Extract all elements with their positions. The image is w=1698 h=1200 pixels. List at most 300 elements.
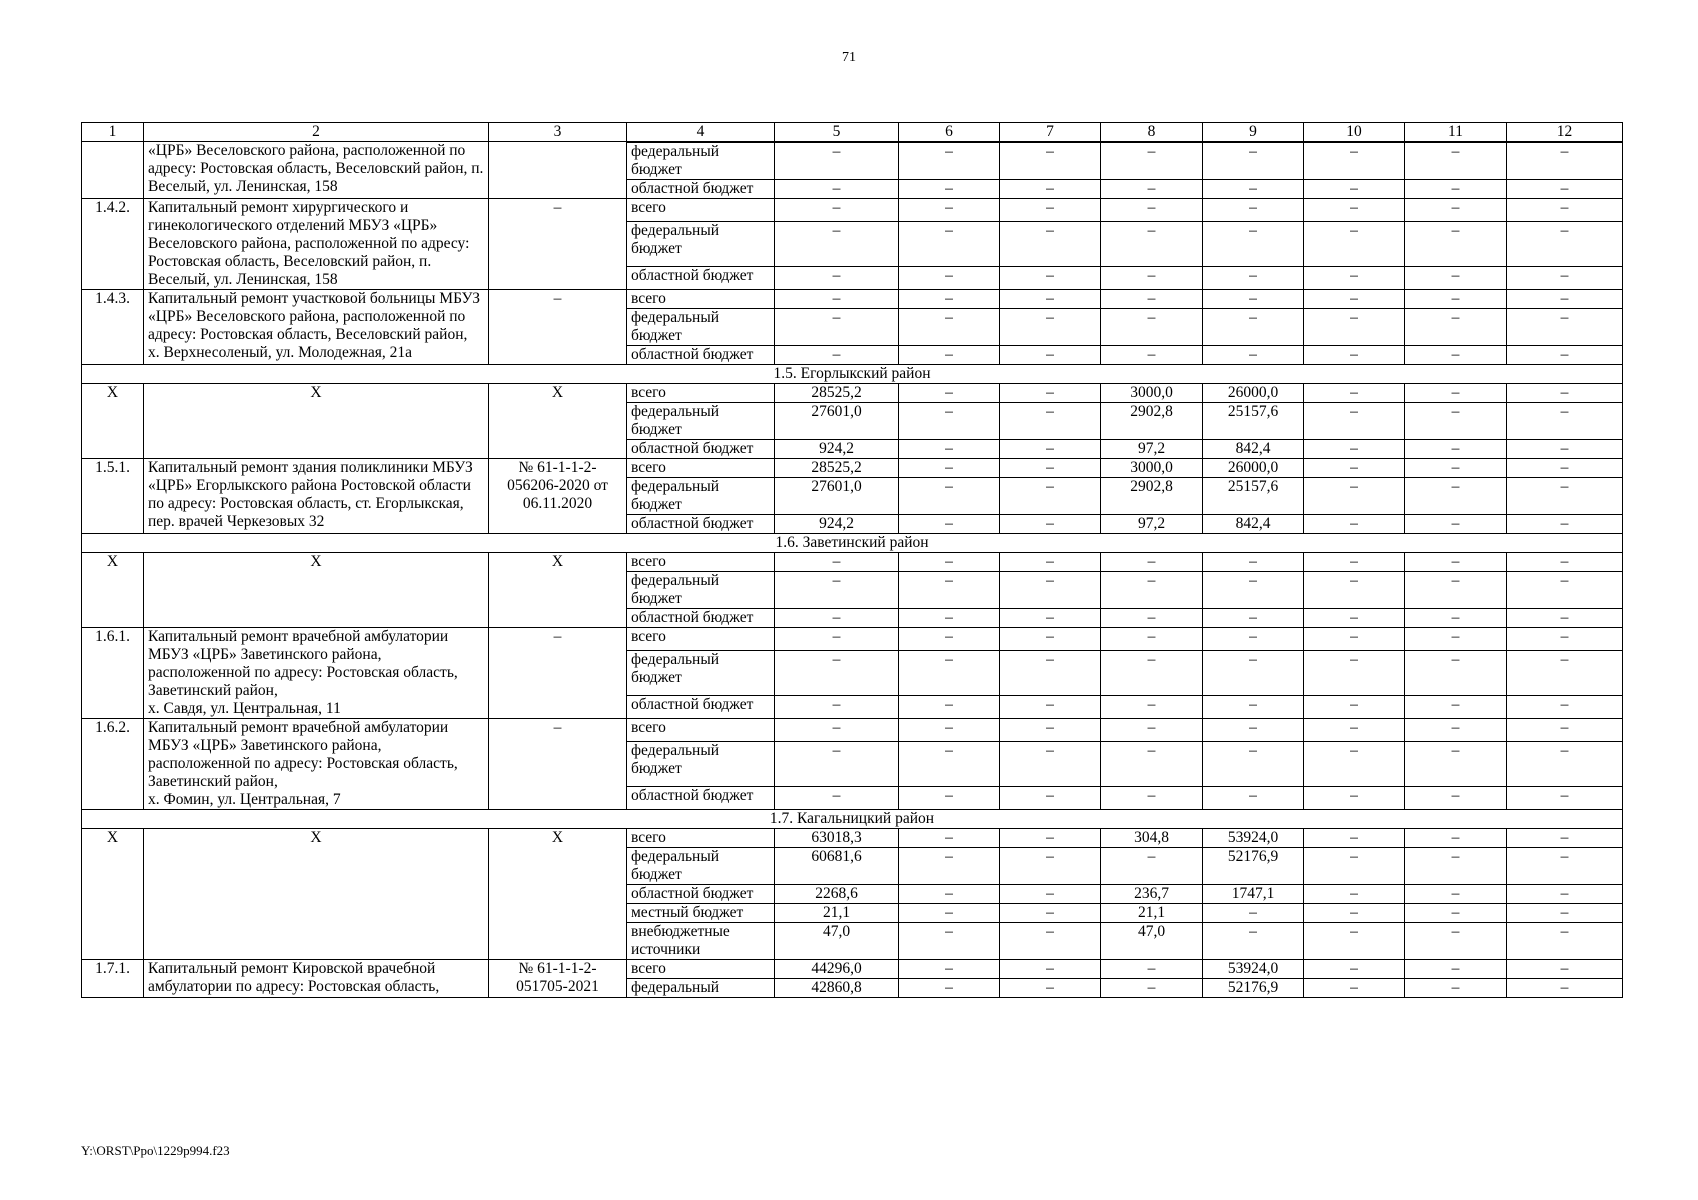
amount-cell: – <box>1101 199 1203 222</box>
amount-cell: – <box>1405 848 1507 885</box>
amount-cell: – <box>1000 180 1101 199</box>
amount-cell: – <box>1000 222 1101 267</box>
amount-cell: – <box>1203 572 1304 609</box>
table-row <box>82 829 1623 848</box>
amount-cell: – <box>1507 628 1623 651</box>
amount-cell: 63018,3 <box>775 829 899 848</box>
amount-cell: – <box>775 553 899 572</box>
funding-source: всего <box>627 384 775 403</box>
amount-cell: – <box>1304 848 1405 885</box>
table-row <box>82 628 1623 651</box>
amount-cell: 21,1 <box>775 904 899 923</box>
amount-cell: – <box>1101 609 1203 628</box>
amount-cell: – <box>1507 384 1623 403</box>
amount-cell: – <box>1507 885 1623 904</box>
funding-source: федеральный бюджет <box>627 651 775 696</box>
amount-cell: – <box>1507 572 1623 609</box>
item-number: 1.7.1. <box>82 960 144 998</box>
amount-cell: – <box>1405 180 1507 199</box>
item-description: Капитальный ремонт участковой больницы МБУЗ «ЦРБ» Веселовского района, расположенной по адресу: Ростовская область, Веселовский район, х. Верхнесоленый, ул. Молодежная, 21а <box>144 290 489 365</box>
document-number: Х <box>489 384 627 459</box>
item-description: Х <box>144 829 489 960</box>
amount-cell: – <box>899 609 1000 628</box>
amount-cell: – <box>1405 572 1507 609</box>
amount-cell: – <box>1507 290 1623 309</box>
funding-source: федеральный бюджет <box>627 848 775 885</box>
funding-source: областной бюджет <box>627 609 775 628</box>
amount-cell: – <box>775 786 899 809</box>
amount-cell: – <box>1405 885 1507 904</box>
amount-cell: – <box>1203 346 1304 365</box>
table-row <box>82 199 1623 222</box>
amount-cell: – <box>1101 960 1203 979</box>
funding-source: федеральный бюджет <box>627 478 775 515</box>
amount-cell: – <box>1101 572 1203 609</box>
amount-cell: – <box>1304 290 1405 309</box>
amount-cell: – <box>1304 719 1405 742</box>
funding-source: всего <box>627 199 775 222</box>
amount-cell: – <box>1507 309 1623 346</box>
amount-cell: – <box>1507 960 1623 979</box>
funding-source: всего <box>627 290 775 309</box>
column-number: 11 <box>1405 123 1507 142</box>
amount-cell: – <box>1203 290 1304 309</box>
amount-cell: – <box>1304 628 1405 651</box>
amount-cell: – <box>899 829 1000 848</box>
item-description: Капитальный ремонт здания поликлиники МБУЗ «ЦРБ» Егорлыкского района Ростовской области по адресу: Ростовская область, ст. Егорлыкская, пер. врачей Черкезовых 32 <box>144 459 489 534</box>
item-description: Х <box>144 553 489 628</box>
amount-cell: 304,8 <box>1101 829 1203 848</box>
amount-cell: – <box>775 290 899 309</box>
column-number: 6 <box>899 123 1000 142</box>
table-row <box>82 384 1623 403</box>
section-title: 1.6. Заветинский район <box>82 534 1623 553</box>
amount-cell: – <box>899 309 1000 346</box>
amount-cell: – <box>1507 515 1623 534</box>
funding-source: всего <box>627 960 775 979</box>
amount-cell: – <box>1101 346 1203 365</box>
amount-cell: – <box>1507 459 1623 478</box>
amount-cell: – <box>1101 290 1203 309</box>
amount-cell: 2902,8 <box>1101 403 1203 440</box>
amount-cell: – <box>1101 786 1203 809</box>
item-description: Капитальный ремонт хирургического и гинекологического отделений МБУЗ «ЦРБ» Веселовского района, расположенной по адресу: Ростовская область, Веселовский район, п. Веселый, ул. Ленинская, 158 <box>144 199 489 290</box>
funding-source: всего <box>627 719 775 742</box>
amount-cell: – <box>1507 440 1623 459</box>
amount-cell: – <box>899 572 1000 609</box>
item-description: Капитальный ремонт Кировской врачебной амбулатории по адресу: Ростовская область, <box>144 960 489 998</box>
amount-cell: 236,7 <box>1101 885 1203 904</box>
funding-source: всего <box>627 628 775 651</box>
amount-cell: – <box>1000 143 1101 180</box>
amount-cell: 97,2 <box>1101 440 1203 459</box>
amount-cell: – <box>1000 440 1101 459</box>
table-row <box>82 553 1623 572</box>
funding-source: областной бюджет <box>627 695 775 718</box>
amount-cell: – <box>1203 923 1304 960</box>
amount-cell: – <box>1000 572 1101 609</box>
amount-cell: – <box>775 651 899 696</box>
document-number: – <box>489 719 627 810</box>
amount-cell: – <box>1203 553 1304 572</box>
amount-cell: 42860,8 <box>775 979 899 998</box>
amount-cell: – <box>1101 222 1203 267</box>
item-number: Х <box>82 553 144 628</box>
amount-cell: – <box>1304 459 1405 478</box>
column-number: 3 <box>489 123 627 142</box>
amount-cell: – <box>1507 180 1623 199</box>
amount-cell: – <box>1101 719 1203 742</box>
item-number: 1.5.1. <box>82 459 144 534</box>
amount-cell: – <box>1507 904 1623 923</box>
amount-cell: – <box>1405 515 1507 534</box>
funding-source: местный бюджет <box>627 904 775 923</box>
amount-cell: – <box>1507 742 1623 787</box>
amount-cell: – <box>1203 609 1304 628</box>
amount-cell: 924,2 <box>775 515 899 534</box>
amount-cell: – <box>899 290 1000 309</box>
amount-cell: – <box>1101 309 1203 346</box>
amount-cell: – <box>775 266 899 289</box>
amount-cell: – <box>1000 266 1101 289</box>
amount-cell: – <box>1405 143 1507 180</box>
amount-cell: – <box>1203 180 1304 199</box>
amount-cell: – <box>1203 222 1304 267</box>
amount-cell: 44296,0 <box>775 960 899 979</box>
amount-cell: – <box>1507 719 1623 742</box>
item-number <box>82 142 144 199</box>
amount-cell: – <box>899 628 1000 651</box>
amount-cell: 28525,2 <box>775 459 899 478</box>
amount-cell: – <box>775 199 899 222</box>
amount-cell: – <box>899 180 1000 199</box>
amount-cell: – <box>1405 786 1507 809</box>
amount-cell: – <box>1203 695 1304 718</box>
amount-cell: – <box>899 923 1000 960</box>
amount-cell: – <box>1304 923 1405 960</box>
amount-cell: – <box>1203 651 1304 696</box>
amount-cell: – <box>775 143 899 180</box>
amount-cell: – <box>1405 609 1507 628</box>
amount-cell: 52176,9 <box>1203 979 1304 998</box>
funding-source: областной бюджет <box>627 885 775 904</box>
section-row <box>82 365 1623 384</box>
amount-cell: – <box>1507 695 1623 718</box>
amount-cell: 60681,6 <box>775 848 899 885</box>
amount-cell: – <box>1405 403 1507 440</box>
item-description: Капитальный ремонт врачебной амбулатории МБУЗ «ЦРБ» Заветинского района, расположенной по адресу: Ростовская область, Заветинский район, х. Фомин, ул. Центральная, 7 <box>144 719 489 810</box>
amount-cell: 52176,9 <box>1203 848 1304 885</box>
funding-source: областной бюджет <box>627 346 775 365</box>
funding-source: областной бюджет <box>627 786 775 809</box>
amount-cell: – <box>899 403 1000 440</box>
amount-cell: – <box>1101 180 1203 199</box>
amount-cell: – <box>1000 609 1101 628</box>
amount-cell: – <box>1304 478 1405 515</box>
column-number: 7 <box>1000 123 1101 142</box>
amount-cell: 2268,6 <box>775 885 899 904</box>
amount-cell: – <box>775 628 899 651</box>
amount-cell: – <box>1304 515 1405 534</box>
amount-cell: – <box>1000 651 1101 696</box>
amount-cell: – <box>1000 478 1101 515</box>
amount-cell: – <box>1405 742 1507 787</box>
column-number: 4 <box>627 123 775 142</box>
amount-cell: – <box>1000 904 1101 923</box>
budget-table <box>81 122 1623 998</box>
amount-cell: – <box>1405 904 1507 923</box>
amount-cell: – <box>1507 478 1623 515</box>
amount-cell: – <box>1304 609 1405 628</box>
amount-cell: – <box>1203 143 1304 180</box>
amount-cell: – <box>1507 553 1623 572</box>
amount-cell: – <box>899 143 1000 180</box>
document-number: № 61-1-1-2-056206-2020 от 06.11.2020 <box>489 459 627 534</box>
amount-cell: – <box>1304 742 1405 787</box>
column-number-row <box>82 123 1623 142</box>
document-number: – <box>489 290 627 365</box>
amount-cell: – <box>899 651 1000 696</box>
amount-cell: – <box>1507 786 1623 809</box>
amount-cell: – <box>1405 459 1507 478</box>
amount-cell: – <box>1507 829 1623 848</box>
amount-cell: – <box>1304 695 1405 718</box>
amount-cell: – <box>1405 719 1507 742</box>
amount-cell: – <box>1405 222 1507 267</box>
amount-cell: – <box>1000 885 1101 904</box>
amount-cell: – <box>1304 960 1405 979</box>
item-description: Х <box>144 384 489 459</box>
document-number: – <box>489 199 627 290</box>
table-row <box>82 459 1623 478</box>
amount-cell: – <box>899 346 1000 365</box>
amount-cell: – <box>1101 266 1203 289</box>
funding-source: федеральный бюджет <box>627 572 775 609</box>
amount-cell: – <box>1203 904 1304 923</box>
amount-cell: 28525,2 <box>775 384 899 403</box>
document-number: Х <box>489 829 627 960</box>
footer-file-path: Y:\ORST\Ppo\1229p994.f23 <box>81 1143 230 1158</box>
amount-cell: – <box>899 960 1000 979</box>
amount-cell: 27601,0 <box>775 403 899 440</box>
amount-cell: – <box>1507 199 1623 222</box>
amount-cell: – <box>1304 222 1405 267</box>
amount-cell: – <box>1000 403 1101 440</box>
amount-cell: 25157,6 <box>1203 478 1304 515</box>
amount-cell: – <box>1101 979 1203 998</box>
amount-cell: – <box>1304 651 1405 696</box>
funding-source: всего <box>627 829 775 848</box>
amount-cell: – <box>899 222 1000 267</box>
amount-cell: 47,0 <box>775 923 899 960</box>
document-number: – <box>489 628 627 719</box>
document-number <box>489 142 627 199</box>
amount-cell: – <box>899 979 1000 998</box>
item-number: 1.6.1. <box>82 628 144 719</box>
amount-cell: 26000,0 <box>1203 384 1304 403</box>
amount-cell: – <box>1405 384 1507 403</box>
amount-cell: – <box>1405 478 1507 515</box>
amount-cell: 3000,0 <box>1101 459 1203 478</box>
amount-cell: 1747,1 <box>1203 885 1304 904</box>
amount-cell: – <box>899 742 1000 787</box>
amount-cell: – <box>775 695 899 718</box>
amount-cell: – <box>1000 346 1101 365</box>
amount-cell: 21,1 <box>1101 904 1203 923</box>
item-number: 1.4.2. <box>82 199 144 290</box>
amount-cell: – <box>1405 346 1507 365</box>
amount-cell: – <box>1304 346 1405 365</box>
amount-cell: – <box>1203 199 1304 222</box>
amount-cell: – <box>1405 829 1507 848</box>
amount-cell: – <box>1101 742 1203 787</box>
amount-cell: – <box>1405 960 1507 979</box>
amount-cell: – <box>1304 829 1405 848</box>
amount-cell: 53924,0 <box>1203 960 1304 979</box>
amount-cell: – <box>775 572 899 609</box>
amount-cell: – <box>1000 979 1101 998</box>
amount-cell: – <box>899 478 1000 515</box>
amount-cell: – <box>1405 628 1507 651</box>
amount-cell: – <box>899 848 1000 885</box>
amount-cell: – <box>1203 309 1304 346</box>
amount-cell: – <box>1000 459 1101 478</box>
amount-cell: – <box>899 266 1000 289</box>
amount-cell: 3000,0 <box>1101 384 1203 403</box>
amount-cell: – <box>1000 848 1101 885</box>
amount-cell: – <box>1000 960 1101 979</box>
table-row <box>82 290 1623 309</box>
amount-cell: – <box>1405 440 1507 459</box>
amount-cell: – <box>1304 979 1405 998</box>
amount-cell: – <box>1000 786 1101 809</box>
amount-cell: – <box>1101 695 1203 718</box>
amount-cell: – <box>1304 384 1405 403</box>
amount-cell: – <box>1304 572 1405 609</box>
column-number: 9 <box>1203 123 1304 142</box>
amount-cell: – <box>1000 742 1101 787</box>
amount-cell: 924,2 <box>775 440 899 459</box>
amount-cell: – <box>899 199 1000 222</box>
amount-cell: – <box>1304 266 1405 289</box>
amount-cell: 842,4 <box>1203 440 1304 459</box>
amount-cell: – <box>1405 695 1507 718</box>
column-number: 10 <box>1304 123 1405 142</box>
amount-cell: 53924,0 <box>1203 829 1304 848</box>
amount-cell: – <box>1101 628 1203 651</box>
amount-cell: – <box>1304 143 1405 180</box>
amount-cell: – <box>1203 786 1304 809</box>
amount-cell: – <box>1507 143 1623 180</box>
funding-source: федеральный бюджет <box>627 309 775 346</box>
amount-cell: – <box>1304 904 1405 923</box>
amount-cell: – <box>899 515 1000 534</box>
amount-cell: – <box>775 609 899 628</box>
item-number: Х <box>82 829 144 960</box>
amount-cell: – <box>1101 651 1203 696</box>
amount-cell: – <box>1203 628 1304 651</box>
amount-cell: – <box>1507 651 1623 696</box>
amount-cell: – <box>1304 309 1405 346</box>
item-number: 1.4.3. <box>82 290 144 365</box>
amount-cell: – <box>1000 829 1101 848</box>
section-row <box>82 534 1623 553</box>
item-description: «ЦРБ» Веселовского района, расположенной по адресу: Ростовская область, Веселовский район, п. Веселый, ул. Ленинская, 158 <box>144 142 489 199</box>
funding-source: всего <box>627 553 775 572</box>
amount-cell: – <box>775 222 899 267</box>
amount-cell: – <box>899 719 1000 742</box>
column-number: 1 <box>82 123 144 142</box>
amount-cell: – <box>1304 440 1405 459</box>
amount-cell: – <box>1405 199 1507 222</box>
amount-cell: – <box>899 440 1000 459</box>
amount-cell: – <box>1304 199 1405 222</box>
funding-source: федеральный бюджет <box>627 742 775 787</box>
amount-cell: – <box>775 180 899 199</box>
amount-cell: – <box>1304 885 1405 904</box>
amount-cell: – <box>1101 848 1203 885</box>
amount-cell: – <box>1101 553 1203 572</box>
amount-cell: – <box>899 786 1000 809</box>
funding-source: областной бюджет <box>627 440 775 459</box>
amount-cell: 27601,0 <box>775 478 899 515</box>
funding-source: федеральный <box>627 979 775 998</box>
amount-cell: – <box>1101 143 1203 180</box>
amount-cell: 25157,6 <box>1203 403 1304 440</box>
amount-cell: – <box>1000 515 1101 534</box>
amount-cell: – <box>1405 923 1507 960</box>
amount-cell: – <box>1304 180 1405 199</box>
section-row <box>82 810 1623 829</box>
amount-cell: – <box>899 459 1000 478</box>
item-number: Х <box>82 384 144 459</box>
amount-cell: – <box>775 719 899 742</box>
amount-cell: – <box>1507 848 1623 885</box>
amount-cell: – <box>775 309 899 346</box>
amount-cell: – <box>775 742 899 787</box>
amount-cell: – <box>1405 979 1507 998</box>
amount-cell: – <box>1000 199 1101 222</box>
amount-cell: – <box>1304 786 1405 809</box>
amount-cell: – <box>899 695 1000 718</box>
funding-source: областной бюджет <box>627 180 775 199</box>
page-number: 71 <box>842 50 856 65</box>
amount-cell: – <box>1000 384 1101 403</box>
amount-cell: – <box>1507 346 1623 365</box>
amount-cell: 47,0 <box>1101 923 1203 960</box>
amount-cell: – <box>1507 222 1623 267</box>
amount-cell: – <box>1405 290 1507 309</box>
amount-cell: – <box>899 904 1000 923</box>
amount-cell: – <box>1507 403 1623 440</box>
amount-cell: – <box>1203 719 1304 742</box>
funding-source: внебюджетные источники <box>627 923 775 960</box>
amount-cell: – <box>1000 719 1101 742</box>
amount-cell: – <box>1000 553 1101 572</box>
amount-cell: – <box>899 553 1000 572</box>
column-number: 12 <box>1507 123 1623 142</box>
amount-cell: – <box>1000 923 1101 960</box>
document-number: Х <box>489 553 627 628</box>
section-title: 1.5. Егорлыкский район <box>82 365 1623 384</box>
amount-cell: – <box>1507 609 1623 628</box>
column-number: 8 <box>1101 123 1203 142</box>
amount-cell: – <box>1304 553 1405 572</box>
section-title: 1.7. Кагальницкий район <box>82 810 1623 829</box>
funding-source: федеральный бюджет <box>627 403 775 440</box>
funding-source: областной бюджет <box>627 266 775 289</box>
amount-cell: – <box>1405 553 1507 572</box>
